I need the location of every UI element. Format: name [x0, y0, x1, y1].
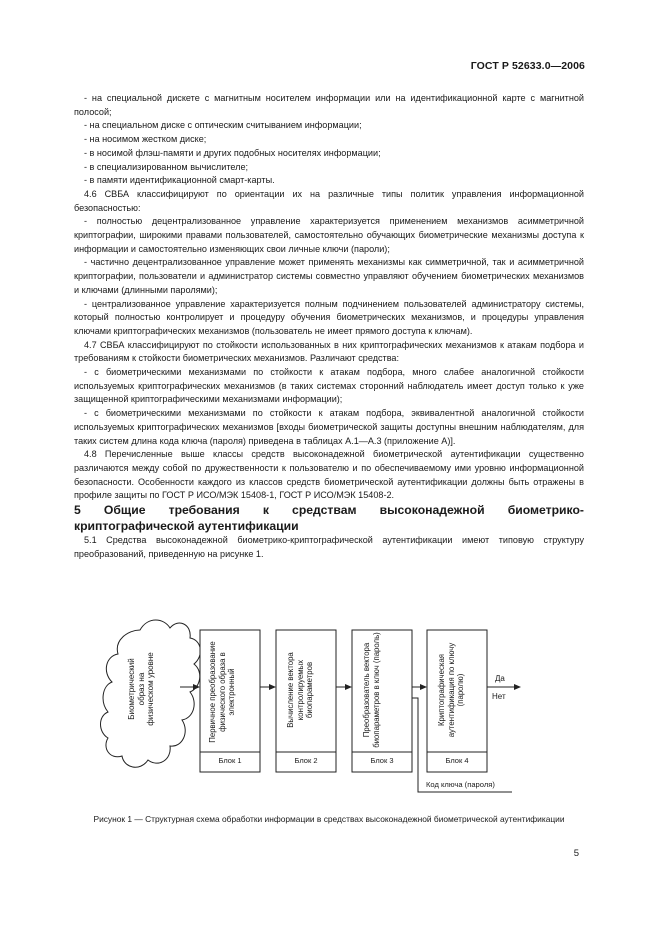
paragraph: 4.6 СВБА классифицируют по ориентации их на различные типы политик управления информационной безопасностью: [74, 188, 584, 213]
paragraph: - в памяти идентификационной смарт-карты. [84, 175, 275, 186]
paragraph: - с биометрическими механизмами по стойкости к атакам подбора, много слабее аналогичной стойкости используемых криптографических механизмов (в таких системах сторонний наблюдатель имеет доступ только к уже защищенной криптографическими механизмами информации); [74, 367, 584, 405]
block-4-text: Криптографическая аутентификация по ключу (паролю) [437, 642, 465, 738]
block-2-text: Вычисление вектора контролируемых биопараметров [286, 652, 314, 728]
paragraph: - частично децентрализованное управление может применять механизмы как симметричной, так и асимметричной криптографии, пользователи и администратор системы совместно управляют обучением биометрических механизмов и ключами (длинными паролями); [74, 257, 584, 295]
paragraph: - в специализированном вычислителе; [84, 161, 249, 172]
paragraph: - с биометрическими механизмами по стойкости к атакам подбора, эквивалентной аналогичной стойкости используемых криптографических механизмов [входы биометрической защиты доступны внешним наблюдателям, для таких систем длина кода ключа (пароля) приведена в таблицах А.1—А.3 (приложение А)]. [74, 408, 584, 446]
body-text [74, 92, 584, 562]
block-3-label: Блок 3 [370, 756, 394, 765]
paragraph: - на носимом жестком диске; [84, 134, 207, 145]
figure-caption: Рисунок 1 — Структурная схема обработки информации в средствах высоконадежной биометрической аутентификации [93, 814, 565, 824]
paragraph: 4.7 СВБА классифицируют по стойкости использованных в них криптографических механизмов к атакам подбора и требованиям к стойкости биометрических механизмов. Различают средства: [74, 339, 584, 364]
page-number: 5 [573, 848, 579, 859]
block-2-label: Блок 2 [294, 756, 318, 765]
section-title: 5 Общие требования к средствам высоконадежной биометрико-криптографической аутентификации [74, 503, 584, 533]
doc-header: ГОСТ Р 52633.0—2006 [470, 60, 585, 72]
paragraph: 5.1 Средства высоконадежной биометрико-криптографической аутентификации имеют типовую структуру преобразований, приведенную на рисунке 1. [74, 535, 584, 559]
block-1-label: Блок 1 [218, 756, 242, 765]
figure-1 [100, 612, 530, 802]
paragraph: - полностью децентрализованное управление характеризуется применением механизмов асимметричной криптографии, широкими правами пользователей, самостоятельно обучающих биометрические механизмы доступа к информации и самостоятельно изменяющих свои личные ключи (пароли); [74, 216, 584, 254]
paragraph: - в носимой флэш-памяти и других подобных носителях информации; [84, 147, 381, 158]
output-yes: Да [495, 674, 505, 683]
block-3-text: Преобразователь вектора биопараметров в ключ (пароль) [362, 632, 381, 748]
paragraph: 4.8 Перечисленные выше классы средств высоконадежной биометрической аутентификации существенно различаются между собой по дружественности к пользователю и по обеспечиваемому ими уровню информационной безопасности. Особенности каждого из классов средств биометрической аутентификации должны быть отражены в профиле защиты по ГОСТ Р ИСО/МЭК 15408-1, ГОСТ Р ИСО/МЭК 15408-2. [74, 449, 584, 501]
output-no: Нет [492, 692, 506, 701]
paragraph: - на специальном диске с оптическим считыванием информации; [84, 120, 362, 131]
paragraph: - на специальной дискете с магнитным носителем информации или на идентификационной карте с магнитной полосой; [74, 93, 584, 117]
paragraph: - централизованное управление характеризуется полным подчинением пользователей администратору системы, который полностью контролирует и процедуру обучения биометрических механизмов, и процедуры управления ключами криптографических механизмов (пользователь не имеет прямого доступа к ключам). [74, 298, 584, 336]
cloud-label: Биометрический образ на физическом уровне [127, 652, 155, 726]
block-1-text: Первичное преобразование физического образа в электронный [208, 641, 236, 743]
block-4-label: Блок 4 [445, 756, 469, 765]
key-code-label: Код ключа (пароля) [426, 780, 495, 789]
